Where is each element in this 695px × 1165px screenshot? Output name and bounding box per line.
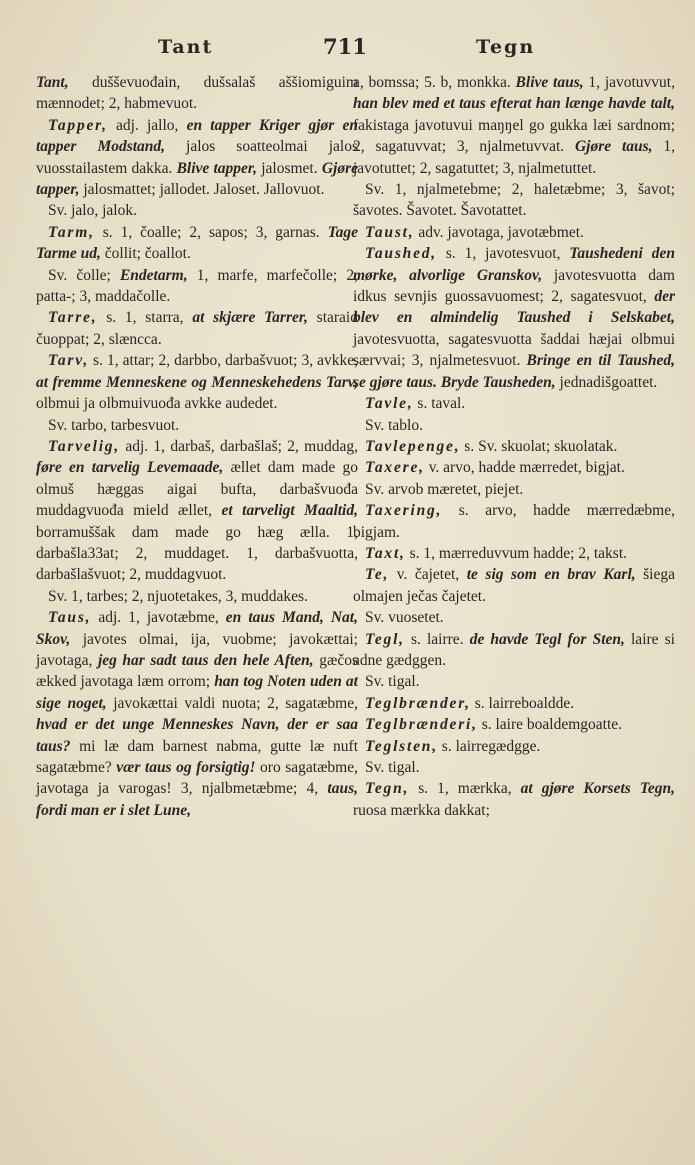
example-phrase: vær taus og forsigtig! xyxy=(116,759,256,776)
entry-text: s. 1, čoalle; 2, sapos; 3, garnas. xyxy=(94,223,328,241)
entry-text: javokættai valdi nuota; 2, sagatæbme, xyxy=(106,694,358,712)
entry-text: s. arvo, hadde mærredæbme, bigjam. xyxy=(353,502,675,541)
entry-text: olbmui ja olbmuivuođa avkke audedet. xyxy=(36,395,278,413)
entry-headword: Tavlepenge, xyxy=(365,437,461,455)
example-phrase: en tapper Kriger gjør en tapper Modstand, xyxy=(36,116,358,156)
dictionary-entry xyxy=(36,415,358,436)
entry-text: jalosmet. xyxy=(257,159,322,177)
dictionary-entry xyxy=(353,714,675,735)
dictionary-entry xyxy=(353,564,675,607)
dictionary-entry xyxy=(36,115,358,201)
example-phrase: at fremme Menneskene og Menneskehedens Tarv, xyxy=(36,373,358,391)
example-phrase: Blive tapper, xyxy=(176,159,257,177)
entry-text: fakistaga javotuvui maŋŋel go gukka læi sardnom; 2, sagatuvvat; 3, njalmetuvvat. xyxy=(353,116,675,156)
example-phrase: at gjøre Korsets Tegn, xyxy=(520,780,675,798)
dictionary-entry xyxy=(353,500,675,543)
dictionary-entry xyxy=(36,607,358,821)
entry-text: dušševuođain, dušsalaš aššiomiguim mænnodet; 2, habmevuot. xyxy=(36,74,358,113)
dictionary-entry xyxy=(353,671,675,692)
entry-headword: Tarre, xyxy=(48,309,98,327)
entry-text: staraid čuoppat; 2, slæncca. xyxy=(36,309,358,348)
example-phrase: Tage Tarme ud, xyxy=(36,223,358,263)
example-phrase: Gjøre taus, xyxy=(574,138,653,156)
dictionary-entry xyxy=(353,736,675,757)
entry-text: s. 1, attar; 2, darbbo, darbašvuot; 3, avkke, xyxy=(89,352,358,370)
entry-text: Sv. tablo. xyxy=(365,416,423,434)
example-phrase: der blev en almindelig Taushed i Selskabet, xyxy=(353,288,675,327)
entry-text: šiega olmajen ječas čajetet. xyxy=(353,566,675,605)
example-phrase: et tarveligt Maaltid, xyxy=(221,502,358,520)
dictionary-entry xyxy=(353,607,675,628)
entry-text: adj. jallo, xyxy=(107,116,187,134)
entry-headword: Taushed, xyxy=(365,245,437,263)
entry-text: s. lairregædgge. xyxy=(437,737,541,755)
dictionary-entry xyxy=(36,307,358,350)
entry-text: s. lairreboaldde. xyxy=(470,694,575,712)
dictionary-entry xyxy=(36,72,358,115)
entry-text: Sv. čolle; xyxy=(48,266,120,284)
left-column xyxy=(36,72,358,821)
dictionary-entry xyxy=(36,200,358,221)
entry-headword: Tarv, xyxy=(48,352,90,370)
dictionary-entry xyxy=(353,72,675,179)
entry-text: 1, javotuttet; 2, sagatuttet; 3, njalmetuttet. xyxy=(353,138,676,177)
entry-text: s. lairre. xyxy=(404,630,470,648)
entry-text: v. arvo, hadde mærredet, bigjat. xyxy=(424,459,625,477)
dictionary-entry xyxy=(36,586,358,607)
example-phrase: taus, fordi man er i slet Lune, xyxy=(36,780,358,819)
dictionary-entry xyxy=(353,543,675,564)
dictionary-entry xyxy=(353,415,675,436)
entry-text: mi læ dam barnest nabma, gutte læ nuft sagatæbme? xyxy=(36,737,358,776)
entry-text: Sv. arvob mæretet, piejet. xyxy=(365,480,524,498)
entry-headword: Teglsten, xyxy=(365,737,438,755)
example-phrase: en taus Mand, Nat, Skov, xyxy=(36,609,358,648)
dictionary-entry xyxy=(36,265,358,308)
entry-text: javotes olmai, ija, vuobme; javokættai; javotaga, xyxy=(36,630,358,669)
entry-text: Sv. jalo, jalok. xyxy=(48,202,137,220)
running-header xyxy=(0,30,695,60)
entry-text: Sv. tigal. xyxy=(365,673,420,691)
entry-headword: Tarvelig, xyxy=(48,437,121,455)
dictionary-entry xyxy=(353,436,675,457)
example-phrase: han blev med et taus efterat han længe havde talt, xyxy=(353,95,675,113)
entry-text: adj. 1, javotæbme, xyxy=(91,609,226,627)
example-phrase: Taushedeni den mørke, alvorlige Granskov, xyxy=(353,245,675,284)
example-phrase: han tog Noten uden at sige noget, xyxy=(36,673,358,712)
entry-text: borramuššak dam made go hæg ælla. 1, darbašla33at; 2, muddaget. 1, darbašvuotta, darbašlašvuot; 2, muddagvuot. xyxy=(36,523,358,584)
dictionary-entry xyxy=(353,479,675,500)
entry-text: 1, marfe, marfečolle; 2, patta-; 3, maddačolle. xyxy=(36,266,358,306)
entry-text: s. 1, mærkka, xyxy=(409,780,521,798)
entry-text: jednadišgoattet. xyxy=(555,373,658,391)
dictionary-entry xyxy=(353,693,675,714)
example-phrase: Bringe en til Taushed, se gjøre taus. Bryde Tausheden, xyxy=(353,352,675,391)
dictionary-entry xyxy=(353,393,675,414)
entry-text: adj. 1, darbaš, darbašlaš; 2, muddag, xyxy=(120,437,358,455)
entry-text: gæčos ækked javotaga læm orrom; xyxy=(36,651,358,691)
entry-headword: Taxt, xyxy=(365,544,406,562)
entry-headword: Te, xyxy=(365,566,390,584)
entry-text: Sv. 1, tarbes; 2, njuotetakes, 3, muddakes. xyxy=(48,587,308,605)
example-phrase: de havde Tegl for Sten, xyxy=(469,630,625,648)
dictionary-entry xyxy=(353,457,675,478)
entry-text: s. laire boaldemgoatte. xyxy=(477,716,623,734)
example-phrase: jeg har sadt taus den hele Aften, xyxy=(97,651,314,669)
entry-text: s. taval. xyxy=(413,395,466,413)
entry-text: ællet dam made go olmuš hæggas aigai bufta, darbašvuođa muddagvuođa mield ællet, xyxy=(36,459,359,520)
entry-headword: Taus, xyxy=(48,609,92,627)
entry-text: oro sagatæbme, javotaga ja varogas! 3, njalbmetæbme; 4, xyxy=(36,759,358,798)
entry-headword: Tegl, xyxy=(365,630,405,648)
entry-text: laire si adne gædggen. xyxy=(353,630,675,669)
dictionary-entry xyxy=(353,778,675,821)
entry-text: Sv. 1, njalmetebme; 2, haletæbme; 3, šavot; šavotes. Šavotet. Šavotattet. xyxy=(353,181,675,220)
entry-text: jalosmattet; jallodet. Jaloset. Jallovuot. xyxy=(79,181,325,199)
entry-text: 1, javotuvvut, xyxy=(583,74,675,91)
entry-text: s. 1, mærreduvvum hadde; 2, takst. xyxy=(405,544,628,562)
dictionary-entry xyxy=(353,757,675,778)
dictionary-entry xyxy=(36,436,358,586)
entry-text: adv. javotaga, javotæbmet. xyxy=(414,223,584,241)
example-phrase: hvad er det unge Menneskes Navn, der er saa taus? xyxy=(36,716,358,755)
entry-headword: Teglbrænder, xyxy=(365,694,471,712)
dictionary-entry xyxy=(353,222,675,243)
entry-headword: Tavle, xyxy=(365,395,414,413)
example-phrase: Gjøre tapper, xyxy=(36,159,358,199)
example-phrase: at skjære Tarrer, xyxy=(192,309,308,327)
example-phrase: te sig som en brav Karl, xyxy=(466,566,636,584)
entry-headword: Tarm, xyxy=(48,223,95,241)
entry-text: Sv. tigal. xyxy=(365,759,420,776)
example-phrase: Blive taus, xyxy=(515,74,584,91)
entry-text: Sv. tarbo, tarbesvuot. xyxy=(48,416,180,434)
dictionary-entry xyxy=(353,179,675,222)
dictionary-entry xyxy=(353,629,675,672)
example-phrase: Tant, xyxy=(36,74,69,91)
entry-text: ruosa mærkka dakkat; xyxy=(353,801,490,819)
example-phrase: Endetarm, xyxy=(119,266,188,284)
entry-headword: Tegn, xyxy=(365,780,410,798)
right-column xyxy=(353,72,675,821)
entry-text: jalos soatteolmai jalos vuosstailastem dakka. xyxy=(36,138,358,177)
header-left-guide-word: Tant xyxy=(158,36,214,58)
entry-text: javotesvuotta, sagatesvuotta šaddai hæjai olbmui særvvai; 3, njalmetesvuot. xyxy=(353,330,675,370)
entry-headword: Teglbrænderi, xyxy=(365,716,478,734)
entry-text: Sv. vuosetet. xyxy=(365,609,444,627)
dictionary-entry xyxy=(36,222,358,265)
entry-text: javotesvuotta dam idkus sevnjis guossavuomest; 2, sagatesvuot, xyxy=(353,266,675,306)
entry-headword: Tapper, xyxy=(48,116,108,134)
entry-text: v. čajetet, xyxy=(389,566,467,584)
entry-headword: Taust, xyxy=(365,223,415,241)
dictionary-entry xyxy=(36,350,358,414)
dictionary-entry xyxy=(353,243,675,393)
entry-text: s. Sv. skuolat; skuolatak. xyxy=(460,437,618,455)
entry-text: čollit; čoallot. xyxy=(100,245,191,263)
entry-text: a, bomssa; 5. b, monkka. xyxy=(353,74,516,91)
entry-headword: Taxere, xyxy=(365,459,425,477)
example-phrase: føre en tarvelig Levemaade, xyxy=(36,459,224,477)
entry-text: s. 1, javotesvuot, xyxy=(436,245,570,263)
page-number: 711 xyxy=(323,34,367,59)
entry-text: s. 1, starra, xyxy=(97,309,193,327)
entry-headword: Taxering, xyxy=(365,502,443,520)
header-right-guide-word: Tegn xyxy=(476,36,536,58)
